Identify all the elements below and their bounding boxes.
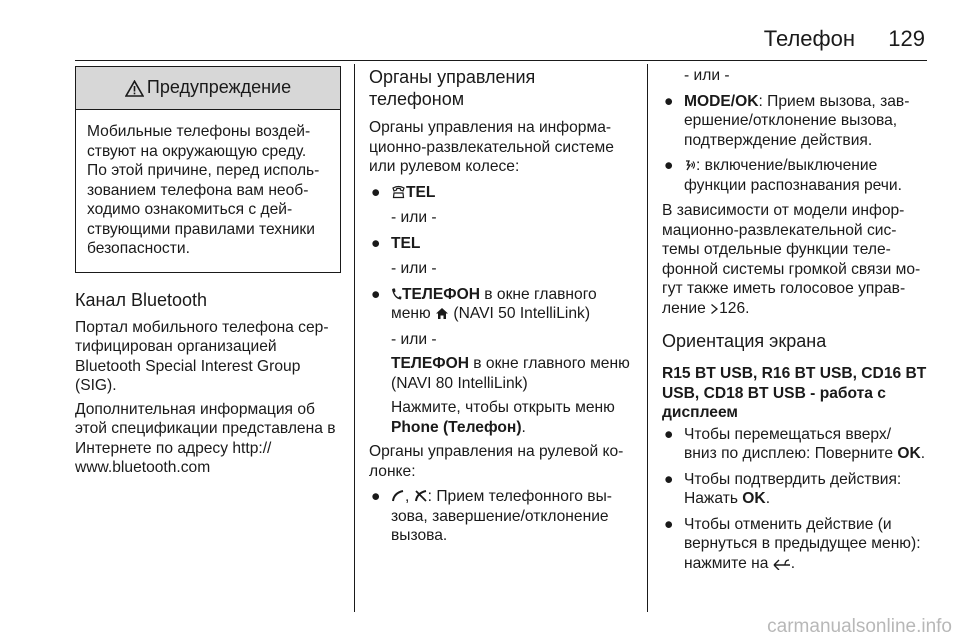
list-item-text: Нажмите, чтобы открыть меню: [391, 399, 615, 416]
list-item-text: : Прием вызова, зав- ершение/отклонение вызова, подтверждение действия.: [684, 92, 910, 149]
list-item-text: в окне главного меню (NAVI 80 IntelliLink): [391, 355, 630, 392]
column-divider: [647, 64, 648, 612]
bullet: ●: [664, 515, 674, 533]
or-separator: - или -: [684, 67, 730, 84]
bullet: ●: [371, 183, 381, 201]
warning-text: Мобильные телефоны воздей- ствуют на окружающую среду. По этой причине, перед исполь- зованием телефона вам необ- ходимо ознакомиться с дей- ствующими правилами техники безопасности.: [87, 123, 320, 257]
list-item-text: Чтобы подтвердить действия: Нажать: [684, 470, 902, 507]
screen-navigation-heading: Ориентация экрана: [662, 331, 827, 351]
list-item: [662, 92, 928, 151]
ok-label: OK: [897, 445, 921, 462]
bullet: ●: [664, 425, 674, 443]
list-item: ● Чтобы подтвердить действия: Нажать OK.: [664, 470, 902, 507]
list-item-text: (NAVI 50 IntelliLink): [449, 305, 591, 322]
list-item: ● Чтобы отменить действие (и вернуться в предыдущее меню): нажмите на .: [664, 515, 921, 572]
controls-heading: Органы управления телефоном: [369, 67, 536, 109]
list-item: [369, 234, 635, 254]
column-divider: [354, 64, 355, 612]
list-item-text: : Прием телефонного вы- зова, завершение/отклонение вызова.: [391, 488, 612, 544]
voice-control-paragraph: В зависимости от модели инфор- мационно-развлекательной сис- темы отдельные функции теле- фонной системы громкой связи мо- гут также иметь голосовое управ- ление 126.: [662, 202, 921, 317]
list-item-text: : включение/выключение функции распознавания речи.: [684, 157, 902, 194]
page-title: Телефон: [763, 26, 855, 51]
period: .: [521, 418, 526, 436]
phone-hangup-icon: [414, 489, 428, 503]
bullet: ●: [664, 92, 674, 110]
page-number: 129: [888, 26, 925, 51]
voice-recognition-icon: [684, 158, 696, 172]
models-subheading: R15 BT USB, R16 BT USB, CD16 BT USB, CD18 BT USB - работа с дисплеем: [662, 365, 927, 421]
list-item: ● Чтобы перемещаться вверх/ вниз по дисплею: Поверните OK.: [664, 425, 926, 462]
list-item: ● , : Прием телефонного вы- зова, завершение/отклонение вызова.: [371, 488, 612, 544]
controls-intro: Органы управления на информа- ционно-развлекательной системе или рулевом колесе:: [369, 119, 614, 175]
page-reference: 126.: [719, 299, 750, 317]
warning-header: [76, 67, 340, 110]
warning-icon: [125, 80, 144, 97]
column-middle: [369, 64, 635, 552]
phone-call-icon: [391, 287, 402, 301]
list-item: [662, 156, 928, 195]
column-right: [662, 64, 928, 579]
page-reference-icon: [710, 303, 719, 315]
bullet: ●: [664, 157, 674, 174]
or-separator: - или -: [391, 209, 437, 226]
list-item-text: Чтобы отменить действие (и вернуться в предыдущее меню): нажмите на: [684, 515, 921, 572]
bullet: ●: [371, 285, 381, 303]
tel-label: TEL: [406, 183, 436, 201]
list-item-text: в окне главного меню: [391, 285, 597, 322]
ok-label: OK: [742, 490, 766, 507]
list-item-text: Чтобы перемещаться вверх/ вниз по дисплею: Поверните: [684, 425, 898, 462]
bullet: ●: [371, 488, 381, 505]
mode-ok-label: MODE/OK: [684, 92, 759, 110]
phone-menu-label: ТЕЛЕФОН: [391, 355, 469, 372]
or-separator: - или -: [391, 330, 437, 348]
phone-menu-label: ТЕЛЕФОН: [402, 285, 480, 303]
column-left: [75, 64, 341, 482]
bullet: ●: [371, 234, 381, 252]
phone-answer-icon: [391, 489, 405, 503]
home-icon: [435, 307, 449, 320]
warning-title: Предупреждение: [146, 77, 292, 98]
phone-menu-name: Phone (Телефон): [391, 418, 522, 436]
list-item-subtext: [369, 354, 635, 393]
steering-controls-text: Органы управления на рулевой ко- лонке:: [369, 443, 624, 480]
warning-box: [75, 66, 341, 273]
list-item: [369, 285, 635, 324]
tel-label: TEL: [391, 234, 421, 252]
list-item-subtext: [369, 398, 635, 437]
or-separator: - или -: [391, 260, 437, 277]
phone-handset-icon: [391, 185, 406, 199]
back-arrow-icon: [773, 558, 791, 570]
bullet: ●: [664, 470, 674, 488]
page-header: [75, 22, 927, 61]
watermark: carmanualsonline.info: [767, 616, 952, 637]
bluetooth-paragraph: Портал мобильного телефона сер- тифицирован организацией Bluetooth Special Interest Group (SIG).: [75, 318, 329, 394]
bluetooth-heading: Канал Bluetooth: [75, 289, 208, 310]
bluetooth-info-paragraph: Дополнительная информация об этой спецификации представлена в Интернете по адресу http:// www.bluetooth.com: [75, 400, 336, 476]
list-item: [369, 183, 635, 203]
